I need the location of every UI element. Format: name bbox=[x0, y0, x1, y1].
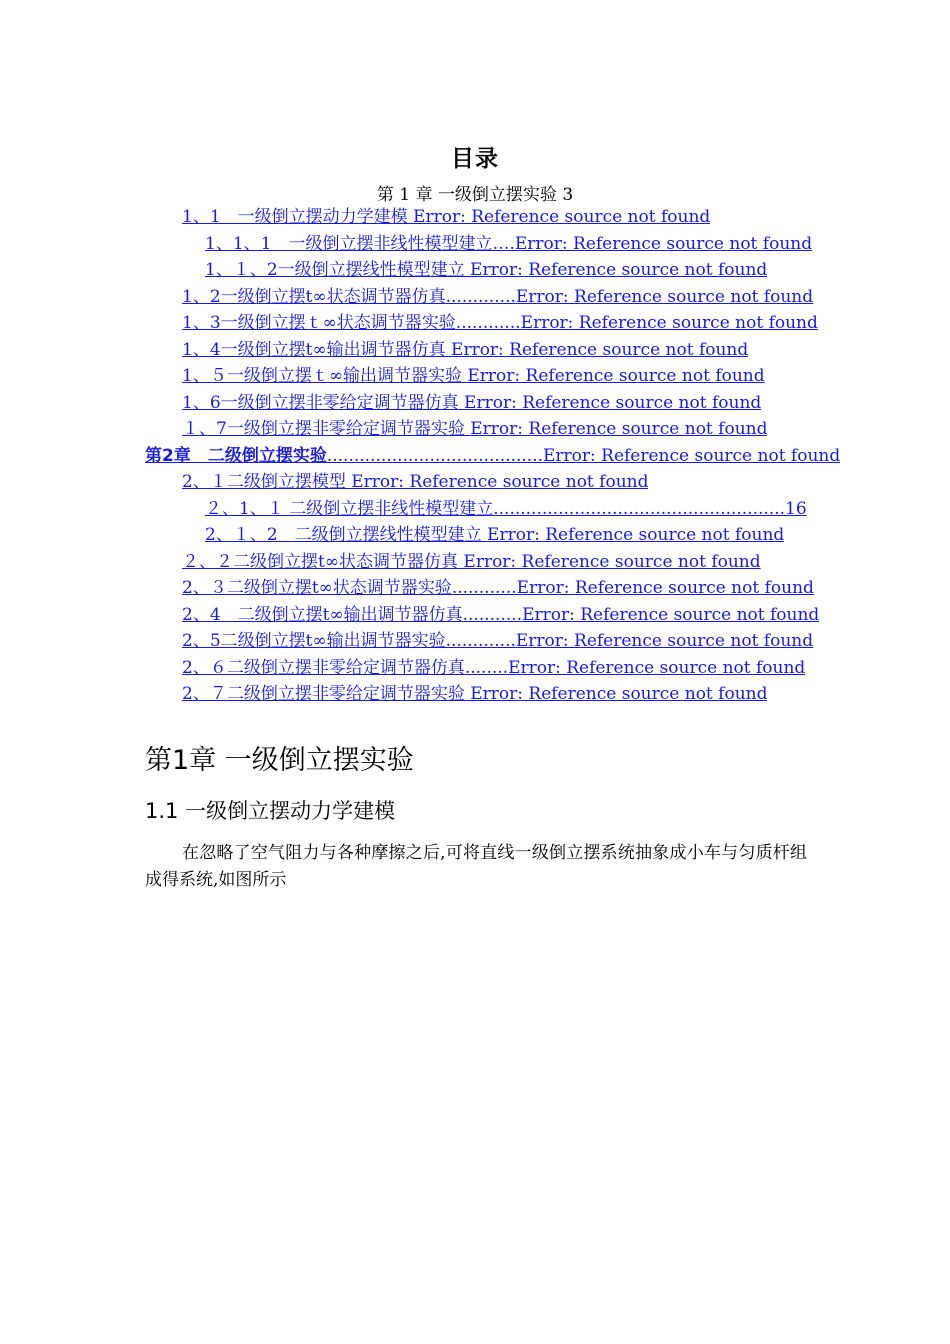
toc-entry-ref: Error: Reference source not found bbox=[470, 260, 768, 280]
toc-entry[interactable] bbox=[182, 603, 819, 627]
toc-entry-ref: Error: Reference source not found bbox=[351, 472, 649, 492]
toc-entry-ref: Error: Reference source not found bbox=[543, 446, 841, 466]
toc-entry[interactable] bbox=[205, 497, 807, 521]
toc-entry[interactable] bbox=[182, 364, 765, 388]
toc-entry-title: 1、3一级倒立摆ｔ∞状态调节器实验 bbox=[182, 313, 456, 333]
toc-entry-ref: Error: Reference source not found bbox=[515, 631, 814, 651]
toc-entry-title: ２、1、１ 二级倒立摆非线性模型建立 bbox=[205, 499, 494, 519]
toc-entry[interactable] bbox=[182, 576, 814, 600]
toc-entry-title: 1、５一级倒立摆ｔ∞输出调节器实验 bbox=[182, 366, 468, 386]
toc-entry[interactable] bbox=[182, 391, 761, 415]
toc-entry-dots: ...................................................... bbox=[493, 499, 786, 519]
toc-chapter1-label: 第 bbox=[376, 185, 394, 205]
toc-entry-title: 2、１、2 二级倒立摆线性模型建立 bbox=[205, 525, 488, 545]
toc-entry-ref: Error: Reference source not found bbox=[522, 605, 820, 625]
toc-entry[interactable] bbox=[205, 232, 812, 256]
toc-entry-dots: ............ bbox=[451, 578, 517, 598]
toc-entry-title: 2、4 二级倒立摆t∞输出调节器仿真 bbox=[182, 605, 463, 625]
toc-entry-title: 第2章 二级倒立摆实验 bbox=[145, 446, 327, 466]
toc-entry-ref: Error: Reference source not found bbox=[463, 552, 761, 572]
toc-entry[interactable] bbox=[182, 470, 648, 494]
chapter-heading: 第1章 一级倒立摆实验 bbox=[145, 745, 414, 776]
toc-entry-dots: ............. bbox=[445, 631, 516, 651]
toc-entry-ref: Error: Reference source not found bbox=[451, 340, 749, 360]
toc-entry[interactable] bbox=[205, 258, 767, 282]
toc-chapter1-num: 1 bbox=[399, 185, 411, 205]
toc-entry[interactable] bbox=[182, 205, 710, 229]
toc-entry-ref: Error: Reference source not found bbox=[515, 287, 814, 307]
toc-entry[interactable] bbox=[182, 338, 748, 362]
toc-entry[interactable] bbox=[182, 417, 767, 441]
toc-entry-dots: ........ bbox=[464, 658, 509, 678]
toc-title: 目录 bbox=[451, 146, 499, 172]
toc-entry-title: 1、6一级倒立摆非零给定调节器仿真 bbox=[182, 393, 465, 413]
toc-entry-title: 2、６二级倒立摆非零给定调节器仿真 bbox=[182, 658, 465, 678]
toc-entry[interactable] bbox=[205, 523, 784, 547]
toc-entry-dots: …. bbox=[492, 234, 515, 254]
toc-entry-title: 2、5二级倒立摆t∞输出调节器实验 bbox=[182, 631, 446, 651]
toc-entry-ref: Error: Reference source not found bbox=[487, 525, 785, 545]
toc-entry[interactable] bbox=[182, 656, 805, 680]
toc-entry-dots: ........................................ bbox=[326, 446, 543, 466]
toc-chapter1-page: 3 bbox=[562, 185, 574, 205]
toc-entry-ref: Error: Reference source not found bbox=[470, 684, 768, 704]
toc-entry-ref: Error: Reference source not found bbox=[520, 313, 818, 333]
toc-entry-title: 2、１二级倒立摆模型 bbox=[182, 472, 352, 492]
toc-chapter2-entry[interactable] bbox=[145, 444, 840, 468]
toc-entry-ref: Error: Reference source not found bbox=[514, 234, 813, 254]
toc-entry-dots: ............. bbox=[445, 287, 516, 307]
toc-entry-title: 2、３二级倒立摆t∞状态调节器实验 bbox=[182, 578, 452, 598]
toc-entry[interactable] bbox=[182, 285, 813, 309]
toc-chapter1-title: 章 一级倒立摆实验 bbox=[415, 185, 557, 205]
body-paragraph: 在忽略了空气阻力与各种摩擦之后,可将直线一级倒立摆系统抽象成小车与匀质杆组成得系统,如图所示 bbox=[145, 843, 807, 890]
toc-entry[interactable] bbox=[182, 629, 813, 653]
toc-entry-ref: Error: Reference source not found bbox=[467, 366, 765, 386]
toc-entry[interactable] bbox=[182, 682, 767, 706]
section-heading: 1.1 一级倒立摆动力学建模 bbox=[145, 799, 396, 823]
toc-entry[interactable] bbox=[182, 311, 818, 335]
toc-chapter1-line[interactable] bbox=[0, 180, 950, 205]
toc-entry-ref: Error: Reference source not found bbox=[413, 207, 711, 227]
toc-entry-title: 1、１、2一级倒立摆线性模型建立 bbox=[205, 260, 471, 280]
toc-entry-dots: ............ bbox=[455, 313, 521, 333]
toc-entry-ref: Error: Reference source not found bbox=[508, 658, 806, 678]
toc-entry-ref: 16 bbox=[785, 499, 807, 519]
toc-entry-title: 1、4一级倒立摆t∞输出调节器仿真 bbox=[182, 340, 452, 360]
toc-entry-ref: Error: Reference source not found bbox=[464, 393, 762, 413]
toc-entry-title: 1、1、1 一级倒立摆非线性模型建立 bbox=[205, 234, 493, 254]
toc-entry-ref: Error: Reference source not found bbox=[470, 419, 768, 439]
toc-entry-dots: ........... bbox=[462, 605, 523, 625]
toc-entry-title: 2、７二级倒立摆非零给定调节器实验 bbox=[182, 684, 471, 704]
toc-entry[interactable] bbox=[182, 550, 761, 574]
toc-entry-title: ２、２二级倒立摆t∞状态调节器仿真 bbox=[182, 552, 464, 572]
toc-entry-title: 1、1 一级倒立摆动力学建模 bbox=[182, 207, 414, 227]
toc-entry-ref: Error: Reference source not found bbox=[516, 578, 814, 598]
toc-entry-title: 1、2一级倒立摆t∞状态调节器仿真 bbox=[182, 287, 446, 307]
toc-entry-title: １、7一级倒立摆非零给定调节器实验 bbox=[182, 419, 471, 439]
